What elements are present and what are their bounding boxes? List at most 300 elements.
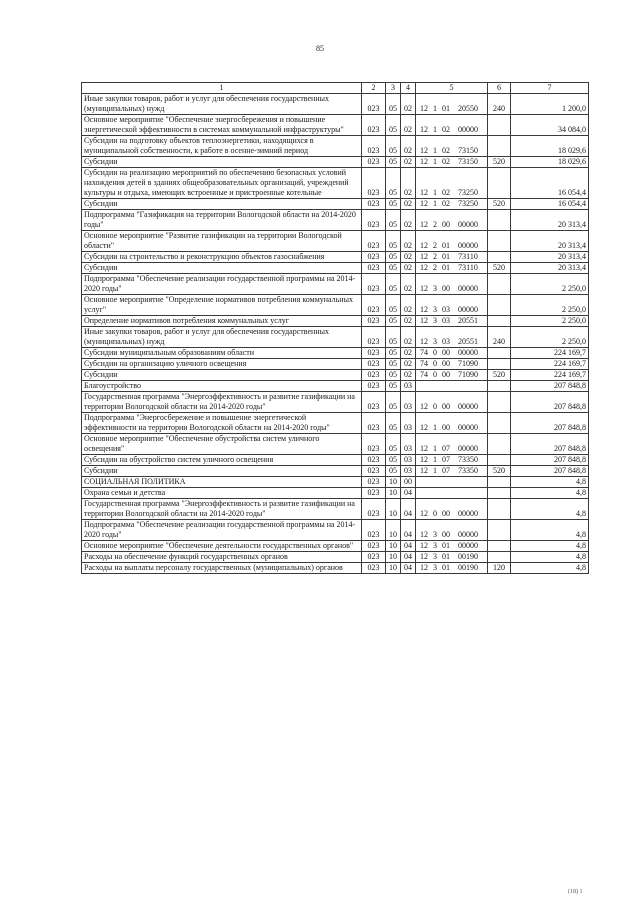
- page-number: 85: [316, 44, 324, 53]
- amount: 34 084,0: [511, 115, 589, 136]
- target-article-code: [416, 563, 488, 574]
- target-article-code: [416, 348, 488, 359]
- section-code: 05: [386, 199, 401, 210]
- code-part: 74: [420, 370, 428, 379]
- amount: 2 250,0: [511, 274, 589, 295]
- target-article-code: [416, 488, 488, 499]
- table-row: [82, 168, 589, 199]
- code-part: 12: [420, 563, 428, 572]
- subsection-code: 00: [401, 477, 416, 488]
- amount: 20 313,4: [511, 252, 589, 263]
- row-name: Определение нормативов потребления коммунальных услуг: [82, 316, 362, 327]
- header-cell: 6: [488, 83, 511, 94]
- header-cell: 4: [401, 83, 416, 94]
- code-part: 1: [433, 157, 437, 166]
- budget-table: [81, 82, 589, 574]
- code-part: 00000: [458, 541, 478, 550]
- expense-type-code: [488, 413, 511, 434]
- code-part: 00: [442, 509, 450, 518]
- expense-type-code: 240: [488, 327, 511, 348]
- code-part: 02: [442, 188, 450, 197]
- code-part: 00: [442, 359, 450, 368]
- ministry-code: 023: [362, 455, 386, 466]
- expense-type-code: [488, 359, 511, 370]
- row-name: Субсидии: [82, 199, 362, 210]
- table-row: [82, 381, 589, 392]
- section-code: 10: [386, 488, 401, 499]
- amount: 207 848,8: [511, 455, 589, 466]
- code-part: 73150: [458, 157, 478, 166]
- target-article-code: [416, 455, 488, 466]
- section-code: 05: [386, 413, 401, 434]
- expense-type-code: [488, 434, 511, 455]
- code-part: 73250: [458, 199, 478, 208]
- expense-type-code: [488, 348, 511, 359]
- amount: 4,8: [511, 520, 589, 541]
- section-code: 05: [386, 274, 401, 295]
- table-row: [82, 327, 589, 348]
- subsection-code: 02: [401, 136, 416, 157]
- row-name: Подпрограмма "Обеспечение реализации государственной программы на 2014-2020 годы": [82, 520, 362, 541]
- code-part: 12: [420, 125, 428, 134]
- code-part: 02: [442, 125, 450, 134]
- code-part: 1: [433, 125, 437, 134]
- target-article-code: [416, 231, 488, 252]
- code-part: 12: [420, 284, 428, 293]
- ministry-code: 023: [362, 392, 386, 413]
- amount: 20 313,4: [511, 231, 589, 252]
- target-article-code: [416, 477, 488, 488]
- expense-type-code: 520: [488, 466, 511, 477]
- ministry-code: 023: [362, 488, 386, 499]
- row-name: Основное мероприятие "Развитие газификации на территории Вологодской области": [82, 231, 362, 252]
- amount: 2 250,0: [511, 316, 589, 327]
- code-part: 74: [420, 359, 428, 368]
- code-part: 12: [420, 263, 428, 272]
- code-part: 74: [420, 348, 428, 357]
- target-article-code: [416, 316, 488, 327]
- code-part: 12: [420, 157, 428, 166]
- ministry-code: 023: [362, 370, 386, 381]
- expense-type-code: [488, 488, 511, 499]
- code-part: 73110: [458, 252, 478, 261]
- target-article-code: [416, 466, 488, 477]
- expense-type-code: [488, 168, 511, 199]
- code-part: 12: [420, 541, 428, 550]
- code-part: 00000: [458, 241, 478, 250]
- code-part: 1: [433, 423, 437, 432]
- ministry-code: 023: [362, 434, 386, 455]
- code-part: 1: [433, 104, 437, 113]
- ministry-code: 023: [362, 327, 386, 348]
- subsection-code: 03: [401, 455, 416, 466]
- code-part: 00: [442, 348, 450, 357]
- code-part: 00: [442, 402, 450, 411]
- subsection-code: 02: [401, 348, 416, 359]
- amount: 2 250,0: [511, 327, 589, 348]
- ministry-code: 023: [362, 359, 386, 370]
- footer-mark: (18) 1: [568, 889, 583, 895]
- target-article-code: [416, 199, 488, 210]
- subsection-code: 02: [401, 274, 416, 295]
- subsection-code: 02: [401, 295, 416, 316]
- amount: 2 250,0: [511, 295, 589, 316]
- table-row: [82, 231, 589, 252]
- section-code: 05: [386, 168, 401, 199]
- code-part: 00: [442, 284, 450, 293]
- target-article-code: [416, 295, 488, 316]
- ministry-code: 023: [362, 136, 386, 157]
- code-part: 01: [442, 563, 450, 572]
- subsection-code: 02: [401, 199, 416, 210]
- code-part: 73150: [458, 146, 478, 155]
- code-part: 00000: [458, 305, 478, 314]
- section-code: 05: [386, 455, 401, 466]
- row-name: Охрана семьи и детства: [82, 488, 362, 499]
- expense-type-code: [488, 231, 511, 252]
- row-name: Субсидии на обустройство систем уличного освещения: [82, 455, 362, 466]
- code-part: 01: [442, 241, 450, 250]
- target-article-code: [416, 381, 488, 392]
- ministry-code: 023: [362, 520, 386, 541]
- header-cell: 5: [416, 83, 488, 94]
- subsection-code: 04: [401, 541, 416, 552]
- row-name: Расходы на выплаты персоналу государственных (муниципальных) органов: [82, 563, 362, 574]
- code-part: 00190: [458, 552, 478, 561]
- section-code: 10: [386, 477, 401, 488]
- section-code: 10: [386, 541, 401, 552]
- amount: 18 029,6: [511, 157, 589, 168]
- target-article-code: [416, 263, 488, 274]
- table-row: [82, 552, 589, 563]
- code-part: 12: [420, 220, 428, 229]
- code-part: 1: [433, 188, 437, 197]
- header-cell: 1: [82, 83, 362, 94]
- table-row: [82, 210, 589, 231]
- ministry-code: 023: [362, 552, 386, 563]
- target-article-code: [416, 210, 488, 231]
- row-name: Субсидии: [82, 370, 362, 381]
- code-part: 00190: [458, 563, 478, 572]
- section-code: 05: [386, 263, 401, 274]
- subsection-code: 02: [401, 252, 416, 263]
- amount: 4,8: [511, 552, 589, 563]
- table-row: [82, 499, 589, 520]
- code-part: 12: [420, 241, 428, 250]
- subsection-code: 03: [401, 466, 416, 477]
- target-article-code: [416, 94, 488, 115]
- row-name: Субсидии на организацию уличного освещения: [82, 359, 362, 370]
- subsection-code: 02: [401, 316, 416, 327]
- code-part: 2: [433, 252, 437, 261]
- code-part: 12: [420, 337, 428, 346]
- expense-type-code: [488, 520, 511, 541]
- table-row: [82, 488, 589, 499]
- row-name: Субсидии на строительство и реконструкцию объектов газоснабжения: [82, 252, 362, 263]
- row-name: СОЦИАЛЬНАЯ ПОЛИТИКА: [82, 477, 362, 488]
- code-part: 12: [420, 199, 428, 208]
- expense-type-code: [488, 115, 511, 136]
- section-code: 05: [386, 157, 401, 168]
- table-row: [82, 274, 589, 295]
- section-code: 05: [386, 370, 401, 381]
- code-part: 01: [442, 252, 450, 261]
- amount: 224 169,7: [511, 370, 589, 381]
- code-part: 07: [442, 455, 450, 464]
- target-article-code: [416, 434, 488, 455]
- row-name: Подпрограмма "Энергосбережение и повышение энергетической эффективности на территории Вологодской области на 2014-2020 годы": [82, 413, 362, 434]
- ministry-code: 023: [362, 466, 386, 477]
- code-part: 00000: [458, 348, 478, 357]
- code-part: 00000: [458, 444, 478, 453]
- code-part: 0: [433, 402, 437, 411]
- code-part: 02: [442, 146, 450, 155]
- code-part: 12: [420, 146, 428, 155]
- section-code: 10: [386, 499, 401, 520]
- expense-type-code: 120: [488, 563, 511, 574]
- target-article-code: [416, 541, 488, 552]
- amount: 4,8: [511, 499, 589, 520]
- code-part: 00000: [458, 530, 478, 539]
- code-part: 1: [433, 146, 437, 155]
- amount: 16 054,4: [511, 199, 589, 210]
- code-part: 0: [433, 348, 437, 357]
- target-article-code: [416, 274, 488, 295]
- row-name: Иные закупки товаров, работ и услуг для обеспечения государственных (муниципальных) нужд: [82, 327, 362, 348]
- expense-type-code: [488, 455, 511, 466]
- expense-type-code: [488, 541, 511, 552]
- code-part: 71090: [458, 359, 478, 368]
- table-row: [82, 136, 589, 157]
- code-part: 73250: [458, 188, 478, 197]
- code-part: 2: [433, 263, 437, 272]
- table-row: [82, 252, 589, 263]
- code-part: 20551: [458, 316, 478, 325]
- code-part: 02: [442, 199, 450, 208]
- subsection-code: 04: [401, 488, 416, 499]
- ministry-code: 023: [362, 295, 386, 316]
- subsection-code: 02: [401, 327, 416, 348]
- subsection-code: 02: [401, 168, 416, 199]
- target-article-code: [416, 413, 488, 434]
- ministry-code: 023: [362, 563, 386, 574]
- target-article-code: [416, 136, 488, 157]
- header-cell: 3: [386, 83, 401, 94]
- section-code: 05: [386, 348, 401, 359]
- code-part: 00000: [458, 284, 478, 293]
- subsection-code: 03: [401, 434, 416, 455]
- row-name: Основное мероприятие "Обеспечение энергосбережения и повышение энергетической эффективности в системах коммунальной инфраструктуры": [82, 115, 362, 136]
- subsection-code: 02: [401, 370, 416, 381]
- code-part: 07: [442, 444, 450, 453]
- expense-type-code: [488, 274, 511, 295]
- amount: 4,8: [511, 488, 589, 499]
- table-row: [82, 477, 589, 488]
- section-code: 10: [386, 552, 401, 563]
- target-article-code: [416, 115, 488, 136]
- code-part: 2: [433, 241, 437, 250]
- expense-type-code: 520: [488, 263, 511, 274]
- subsection-code: 02: [401, 210, 416, 231]
- row-name: Субсидии: [82, 263, 362, 274]
- target-article-code: [416, 552, 488, 563]
- table-row: [82, 370, 589, 381]
- table-row: [82, 434, 589, 455]
- code-part: 73110: [458, 263, 478, 272]
- ministry-code: 023: [362, 541, 386, 552]
- expense-type-code: [488, 210, 511, 231]
- table-row: [82, 413, 589, 434]
- row-name: Расходы на обеспечение функций государственных органов: [82, 552, 362, 563]
- table-row: [82, 316, 589, 327]
- subsection-code: 02: [401, 157, 416, 168]
- table-header-row: [82, 83, 589, 94]
- code-part: 01: [442, 263, 450, 272]
- code-part: 1: [433, 444, 437, 453]
- code-part: 00000: [458, 509, 478, 518]
- row-name: Благоустройство: [82, 381, 362, 392]
- section-code: 10: [386, 520, 401, 541]
- table-row: [82, 94, 589, 115]
- code-part: 12: [420, 252, 428, 261]
- ministry-code: 023: [362, 477, 386, 488]
- ministry-code: 023: [362, 381, 386, 392]
- code-part: 3: [433, 284, 437, 293]
- code-part: 00000: [458, 402, 478, 411]
- subsection-code: 04: [401, 520, 416, 541]
- expense-type-code: [488, 499, 511, 520]
- amount: 1 200,0: [511, 94, 589, 115]
- table-row: [82, 466, 589, 477]
- code-part: 1: [433, 455, 437, 464]
- expense-type-code: [488, 477, 511, 488]
- ministry-code: 023: [362, 252, 386, 263]
- code-part: 12: [420, 188, 428, 197]
- row-name: Основное мероприятие "Определение нормативов потребления коммунальных услуг": [82, 295, 362, 316]
- target-article-code: [416, 499, 488, 520]
- subsection-code: 04: [401, 552, 416, 563]
- table-row: [82, 392, 589, 413]
- row-name: Иные закупки товаров, работ и услуг для обеспечения государственных (муниципальных) нужд: [82, 94, 362, 115]
- ministry-code: 023: [362, 157, 386, 168]
- ministry-code: 023: [362, 413, 386, 434]
- code-part: 3: [433, 563, 437, 572]
- section-code: 05: [386, 392, 401, 413]
- ministry-code: 023: [362, 210, 386, 231]
- subsection-code: 03: [401, 392, 416, 413]
- expense-type-code: [488, 136, 511, 157]
- amount: 18 029,6: [511, 136, 589, 157]
- row-name: Субсидии муниципальным образованиям области: [82, 348, 362, 359]
- code-part: 3: [433, 305, 437, 314]
- amount: 207 848,8: [511, 392, 589, 413]
- code-part: 00000: [458, 423, 478, 432]
- section-code: 05: [386, 434, 401, 455]
- code-part: 12: [420, 444, 428, 453]
- code-part: 12: [420, 552, 428, 561]
- code-part: 71090: [458, 370, 478, 379]
- ministry-code: 023: [362, 263, 386, 274]
- target-article-code: [416, 252, 488, 263]
- subsection-code: 02: [401, 94, 416, 115]
- row-name: Субсидии: [82, 157, 362, 168]
- code-part: 00: [442, 370, 450, 379]
- code-part: 0: [433, 370, 437, 379]
- ministry-code: 023: [362, 348, 386, 359]
- target-article-code: [416, 359, 488, 370]
- code-part: 20551: [458, 337, 478, 346]
- amount: 4,8: [511, 477, 589, 488]
- expense-type-code: 240: [488, 94, 511, 115]
- code-part: 0: [433, 359, 437, 368]
- table-row: [82, 199, 589, 210]
- code-part: 3: [433, 541, 437, 550]
- section-code: 05: [386, 210, 401, 231]
- row-name: Подпрограмма "Газификация на территории Вологодской области на 2014-2020 годы": [82, 210, 362, 231]
- row-name: Субсидии: [82, 466, 362, 477]
- code-part: 2: [433, 220, 437, 229]
- expense-type-code: [488, 381, 511, 392]
- row-name: Подпрограмма "Обеспечение реализации государственной программы на 2014-2020 годы": [82, 274, 362, 295]
- expense-type-code: [488, 552, 511, 563]
- table-row: [82, 455, 589, 466]
- header-cell: 2: [362, 83, 386, 94]
- code-part: 00: [442, 530, 450, 539]
- code-part: 12: [420, 402, 428, 411]
- row-name: Субсидии на реализацию мероприятий по обеспечению безопасных условий нахождения детей в зданиях общеобразовательных организаций, учреждений культуры и отдыха, имеющих встроенные и пристроенные котельные: [82, 168, 362, 199]
- expense-type-code: 520: [488, 370, 511, 381]
- amount: 16 054,4: [511, 168, 589, 199]
- code-part: 12: [420, 316, 428, 325]
- section-code: 05: [386, 295, 401, 316]
- code-part: 3: [433, 337, 437, 346]
- target-article-code: [416, 370, 488, 381]
- table-row: [82, 263, 589, 274]
- section-code: 05: [386, 381, 401, 392]
- section-code: 05: [386, 327, 401, 348]
- table-row: [82, 359, 589, 370]
- code-part: 07: [442, 466, 450, 475]
- target-article-code: [416, 392, 488, 413]
- code-part: 00: [442, 423, 450, 432]
- expense-type-code: 520: [488, 199, 511, 210]
- row-name: Государственная программа "Энергоэффективность и развитие газификации на территории Вологодской области на 2014-2020 годы": [82, 392, 362, 413]
- amount: 20 313,4: [511, 210, 589, 231]
- ministry-code: 023: [362, 168, 386, 199]
- amount: 207 848,8: [511, 434, 589, 455]
- subsection-code: 03: [401, 413, 416, 434]
- target-article-code: [416, 157, 488, 168]
- table-row: [82, 563, 589, 574]
- amount: 4,8: [511, 541, 589, 552]
- row-name: Основное мероприятие "Обеспечение деятельности государственных органов": [82, 541, 362, 552]
- code-part: 73350: [458, 466, 478, 475]
- table-row: [82, 541, 589, 552]
- section-code: 05: [386, 94, 401, 115]
- subsection-code: 04: [401, 563, 416, 574]
- ministry-code: 023: [362, 274, 386, 295]
- section-code: 05: [386, 231, 401, 252]
- code-part: 3: [433, 316, 437, 325]
- ministry-code: 023: [362, 499, 386, 520]
- subsection-code: 02: [401, 263, 416, 274]
- code-part: 3: [433, 530, 437, 539]
- ministry-code: 023: [362, 94, 386, 115]
- ministry-code: 023: [362, 316, 386, 327]
- row-name: Субсидии на подготовку объектов теплоэнергетики, находящихся в муниципальной собственности, к работе в осенне-зимний период: [82, 136, 362, 157]
- code-part: 03: [442, 337, 450, 346]
- subsection-code: 04: [401, 499, 416, 520]
